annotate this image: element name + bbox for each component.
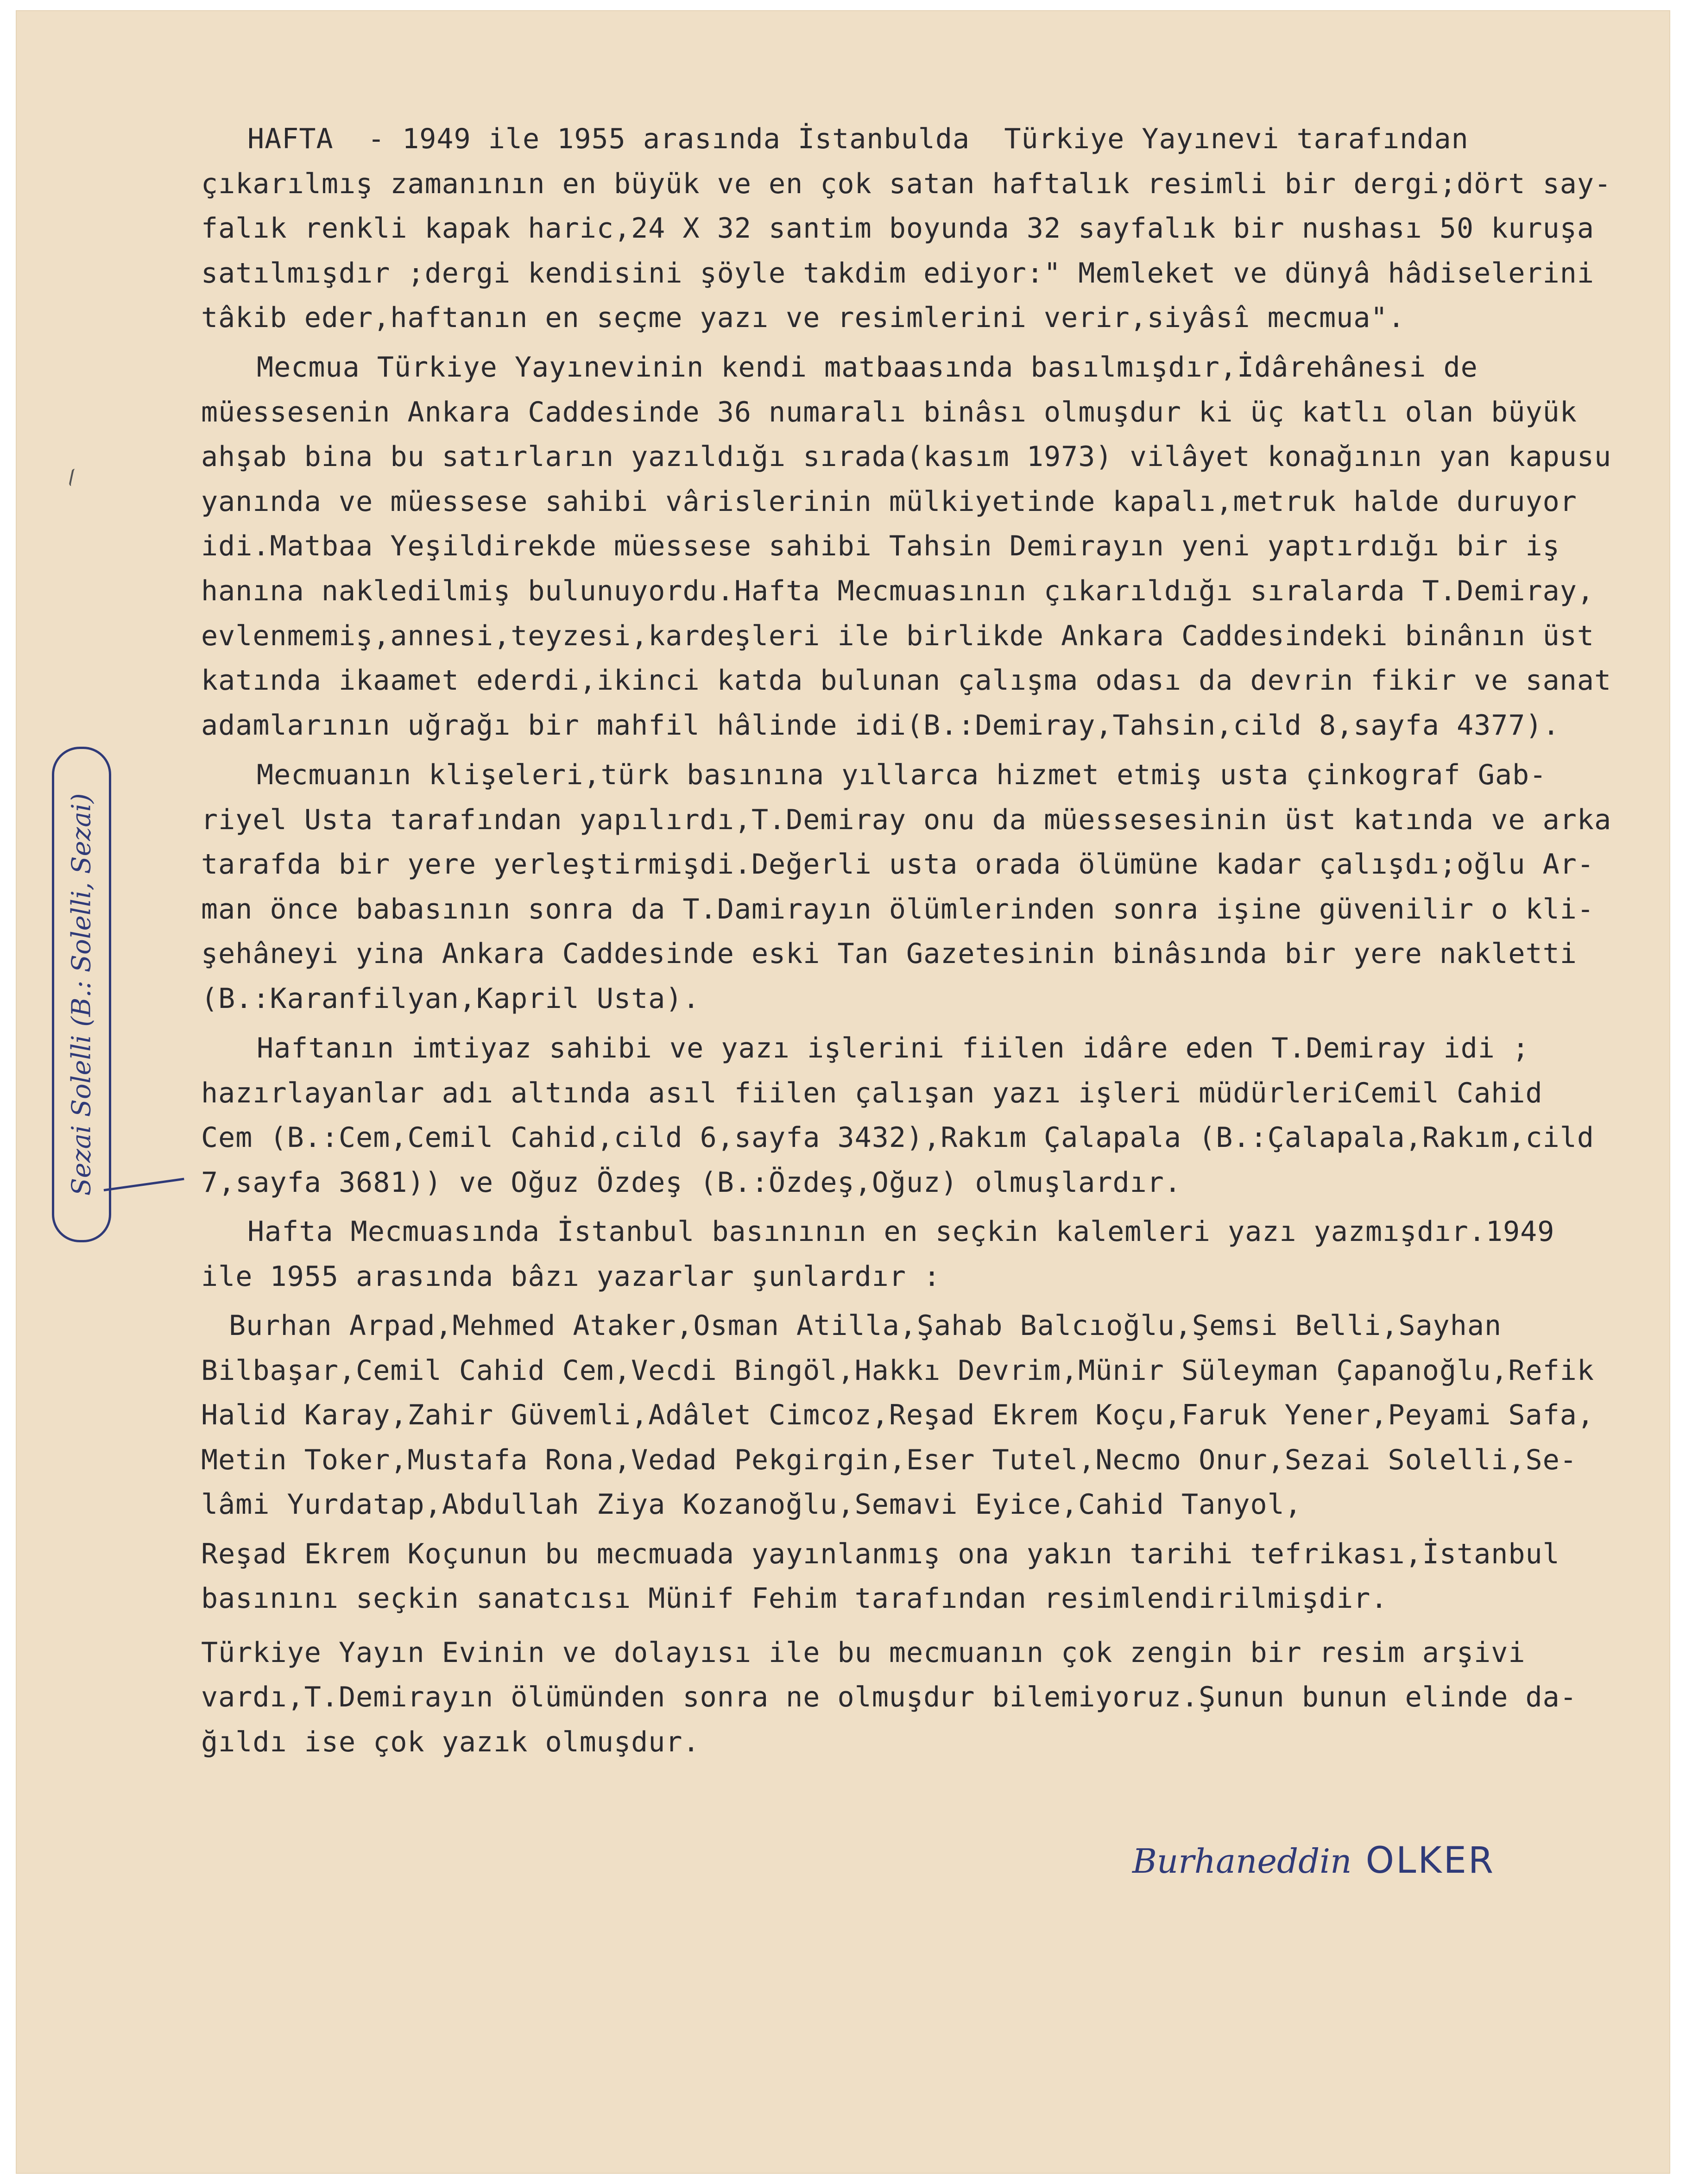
text-line: idi.Matbaa Yeşildirekde müessese sahibi Tahsin Demirayın yeni yaptırdığı bir iş <box>201 530 1560 562</box>
text-line: hazırlayanlar adı altında asıl fiilen çalışan yazı işleri müdürleriCemil Cahid <box>201 1077 1543 1109</box>
text-line: evlenmemiş,annesi,teyzesi,kardeşleri ile birlikde Ankara Caddesindeki binânın üst <box>201 620 1594 652</box>
text-line: tarafda bir yere yerleştirmişdi.Değerli usta orada ölümüne kadar çalışdı;oğlu Ar- <box>201 848 1594 881</box>
text-line: falık renkli kapak haric,24 X 32 santim boyunda 32 sayfalık bir nushası 50 kuruşa <box>201 212 1594 245</box>
text-line: şehâneyi yina Ankara Caddesinde eski Tan Gazetesinin binâsında bir yere nakletti <box>201 938 1577 970</box>
text-line: ahşab bina bu satırların yazıldığı sırada(kasım 1973) vilâyet konağının yan kapusu <box>201 441 1612 473</box>
text-line: tâkib eder,haftanın en seçme yazı ve resimlerini verir,siyâsî mecmua". <box>201 302 1405 334</box>
text-line: adamlarının uğrağı bir mahfil hâlinde idi(B.:Demiray,Tahsin,cild 8,sayfa 4377). <box>201 709 1560 742</box>
text-line: Mecmua Türkiye Yayınevinin kendi matbaasında basılmışdır,İdârehânesi de <box>257 351 1478 384</box>
margin-note-text: Sezai Solelli (B.: Solelli, Sezai) <box>66 793 97 1196</box>
text-line: Türkiye Yayın Evinin ve dolayısı ile bu mecmuanın çok zengin bir resim arşivi <box>201 1636 1526 1669</box>
text-line: ğıldı ise çok yazık olmuşdur. <box>201 1726 700 1758</box>
text-line: satılmışdır ;dergi kendisini şöyle takdim ediyor:" Memleket ve dünyâ hâdiselerini <box>201 257 1594 290</box>
text-line: riyel Usta tarafından yapılırdı,T.Demiray onu da müessesesinin üst katında ve arka <box>201 804 1612 836</box>
text-line: Bilbaşar,Cemil Cahid Cem,Vecdi Bingöl,Hakkı Devrim,Münir Süleyman Çapanoğlu,Refik <box>201 1354 1594 1387</box>
text-line: yanında ve müessese sahibi vârislerinin mülkiyetinde kapalı,metruk halde duruyor <box>201 485 1577 518</box>
signature-first-name: Burhaneddin <box>1132 1842 1352 1881</box>
text-line: Metin Toker,Mustafa Rona,Vedad Pekgirgin,Eser Tutel,Necmo Onur,Sezai Solelli,Se- <box>201 1444 1577 1476</box>
text-line: Cem (B.:Cem,Cemil Cahid,cild 6,sayfa 3432),Rakım Çalapala (B.:Çalapala,Rakım,cild <box>201 1121 1594 1154</box>
text-line: vardı,T.Demirayın ölümünden sonra ne olmuşdur bilemiyoruz.Şunun bunun elinde da- <box>201 1681 1577 1713</box>
text-line: Halid Karay,Zahir Güvemli,Adâlet Cimcoz,Reşad Ekrem Koçu,Faruk Yener,Peyami Safa, <box>201 1399 1594 1431</box>
text-line: Hafta Mecmuasında İstanbul basınının en seçkin kalemleri yazı yazmışdır.1949 <box>247 1215 1555 1248</box>
text-line: ile 1955 arasında bâzı yazarlar şunlardır : <box>201 1260 941 1293</box>
text-line: hanına nakledilmiş bulunuyordu.Hafta Mecmuasının çıkarıldığı sıralarda T.Demiray, <box>201 575 1594 607</box>
text-line: Haftanın imtiyaz sahibi ve yazı işlerini fiilen idâre eden T.Demiray idi ; <box>257 1032 1530 1064</box>
document-page <box>16 10 1670 2174</box>
text-line: HAFTA - 1949 ile 1955 arasında İstanbulda Türkiye Yayınevi tarafından <box>247 123 1469 155</box>
text-line: 7,sayfa 3681)) ve Oğuz Özdeş (B.:Özdeş,Oğuz) olmuşlardır. <box>201 1166 1182 1199</box>
text-line: katında ikaamet ederdi,ikinci katda bulunan çalışma odası da devrin fikir ve sanat <box>201 664 1612 697</box>
text-line: Burhan Arpad,Mehmed Ataker,Osman Atilla,Şahab Balcıoğlu,Şemsi Belli,Sayhan <box>229 1309 1502 1342</box>
text-line: Mecmuanın klişeleri,türk basınına yıllarca hizmet etmiş usta çinkograf Gab- <box>257 759 1547 791</box>
signature-last-name: OLKER <box>1365 1840 1496 1882</box>
handwritten-signature <box>1132 1840 1495 1882</box>
text-line: lâmi Yurdatap,Abdullah Ziya Kozanoğlu,Semavi Eyice,Cahid Tanyol, <box>201 1488 1302 1521</box>
text-line: müessesenin Ankara Caddesinde 36 numaralı binâsı olmuşdur ki üç katlı olan büyük <box>201 396 1577 428</box>
text-line: çıkarılmış zamanının en büyük ve en çok satan haftalık resimli bir dergi;dört say- <box>201 168 1612 200</box>
text-line: Reşad Ekrem Koçunun bu mecmuada yayınlanmış ona yakın tarihi tefrikası,İstanbul <box>201 1538 1560 1570</box>
text-line: basınını seçkin sanatcısı Münif Fehim tarafından resimlendirilmişdir. <box>201 1582 1388 1615</box>
text-line: (B.:Karanfilyan,Kapril Usta). <box>201 982 700 1015</box>
text-line: man önce babasının sonra da T.Damirayın ölümlerinden sonra işine güvenilir o kli- <box>201 893 1594 925</box>
